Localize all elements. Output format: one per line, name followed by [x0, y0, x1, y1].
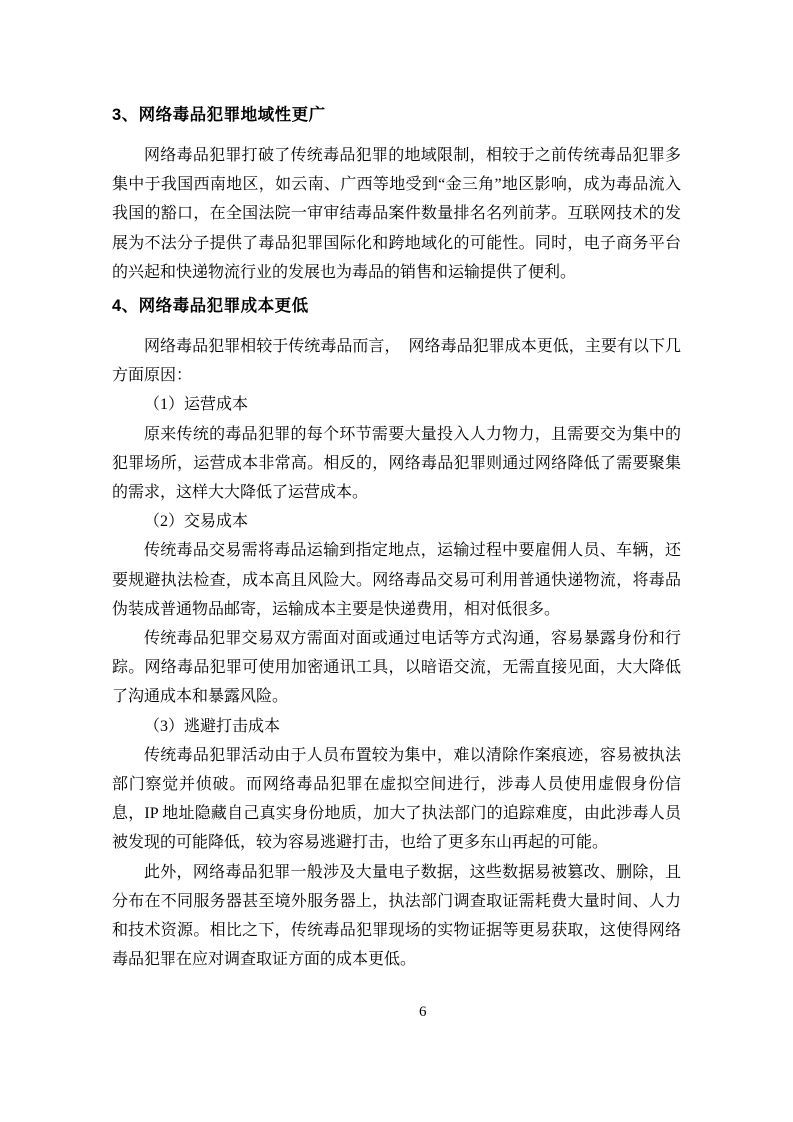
paragraph-electronic-evidence: 此外，网络毒品犯罪一般涉及大量电子数据，这些数据易被篡改、删除，且分布在不同服务器甚至境外服务器上，执法部门调查取证需耗费大量时间、人力和技术资源。相比之下，传统毒品犯罪现场的实物证据等更易获取，这使得网络毒品犯罪在应对调查取证方面的成本更低。 [112, 863, 681, 969]
paragraph-transaction-cost-communication: 传统毒品犯罪交易双方需面对面或通过电话等方式沟通，容易暴露身份和行踪。网络毒品犯罪可使用加密通讯工具，以暗语交流，无需直接见面，大大降低了沟通成本和暴露风险。 [112, 630, 681, 706]
paragraph-regional-scope: 网络毒品犯罪打破了传统毒品犯罪的地域限制，相较于之前传统毒品犯罪多集中于我国西南地区，如云南、广西等地受到“金三角”地区影响，成为毒品流入我国的豁口，在全国法院一审审结毒品案件数量排名名列前茅。互联网技术的发展为不法分子提供了毒品犯罪国际化和跨地域化的可能性。同时，电子商务平台的兴起和快递物流行业的发展也为毒品的销售和运输提供了便利。 [112, 147, 681, 281]
document-body [112, 103, 681, 974]
section-heading-4: 4、网络毒品犯罪成本更低 [112, 297, 309, 316]
page-number: 6 [419, 1004, 427, 1020]
paragraph-cost-intro: 网络毒品犯罪相较于传统毒品而言， 网络毒品犯罪成本更低，主要有以下几方面原因： [112, 338, 681, 385]
paragraph-transaction-cost-logistics: 传统毒品交易需将毒品运输到指定地点，运输过程中要雇佣人员、车辆，还要规避执法检查，成本高且风险大。网络毒品交易可利用普通快递物流，将毒品伪装成普通物品邮寄，运输成本主要是快递费用，相对低很多。 [112, 542, 681, 618]
paragraph-evasion-cost: 传统毒品犯罪活动由于人员布置较为集中，难以清除作案痕迹，容易被执法部门察觉并侦破。而网络毒品犯罪在虚拟空间进行，涉毒人员使用虚假身份信息，IP 地址隐藏自己真实身份地质，加大了执法部门的追踪难度，由此涉毒人员被发现的可能降低，较为容易逃避打击，也给了更多东山再起的可能。 [112, 746, 681, 852]
subheading-transaction-cost: （2）交易成本 [144, 513, 249, 531]
subheading-evasion-cost: （3）逃避打击成本 [144, 717, 281, 735]
paragraph-operating-cost: 原来传统的毒品犯罪的每个环节需要大量投入人力物力，且需要交为集中的犯罪场所，运营成本非常高。相反的，网络毒品犯罪则通过网络降低了需要聚集的需求，这样大大降低了运营成本。 [112, 425, 681, 502]
subheading-operating-cost: （1）运营成本 [144, 396, 249, 414]
section-heading-3: 3、网络毒品犯罪地域性更广 [112, 106, 326, 124]
